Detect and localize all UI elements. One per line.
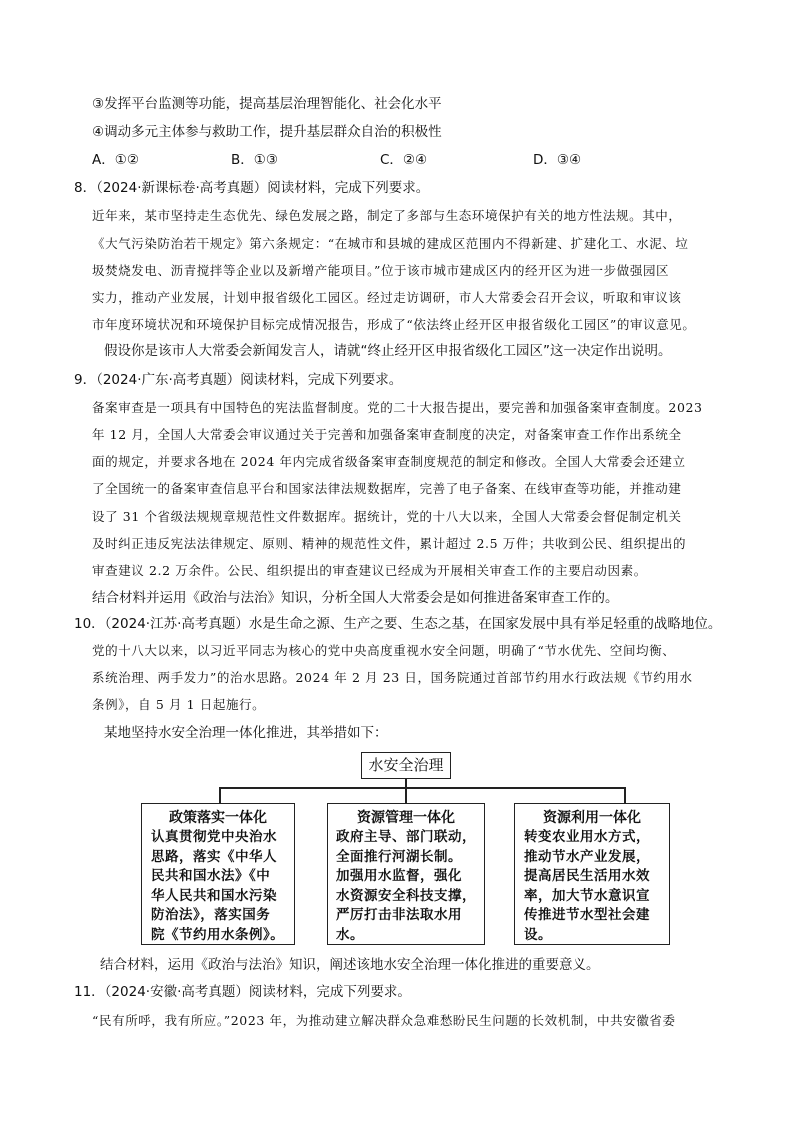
choice-c[interactable]: C．②④ bbox=[380, 152, 428, 168]
branch-line: 水资源安全科技支撑， bbox=[336, 887, 476, 904]
branch-title: 资源利用一体化 bbox=[543, 810, 641, 826]
diagram-root-label: 水安全治理 bbox=[368, 756, 444, 774]
answer-choices bbox=[92, 151, 692, 169]
branch-line: 加强用水监督，强化 bbox=[336, 868, 462, 884]
branch-line: 传推进节水型社会建 bbox=[524, 907, 650, 923]
branch-line: 推动节水产业发展， bbox=[524, 848, 650, 865]
q9-material-line: 年 12 月，全国人大常委会审议通过关于完善和加强备案审查制度的决定，对备案审查工作作出系统全 bbox=[92, 427, 682, 442]
option-3: ③发挥平台监测等功能，提高基层治理智能化、社会化水平 bbox=[92, 96, 442, 112]
branch-line: 思路，落实《中华人 bbox=[151, 848, 277, 865]
choice-d[interactable]: D．③④ bbox=[533, 152, 582, 168]
q9-material-line: 了全国统一的备案审查信息平台和国家法律法规数据库，完善了电子备案、在线审查等功能，并推动建 bbox=[92, 481, 682, 496]
q10-intro: 某地坚持水安全治理一体化推进，其举措如下： bbox=[104, 725, 388, 741]
branch-line: 政府主导、部门联动， bbox=[336, 829, 476, 845]
diagram-root-box bbox=[361, 752, 451, 779]
branch-utilization-box bbox=[514, 803, 670, 945]
branch-line: 全面推行河湖长制。 bbox=[336, 848, 462, 865]
branch-title: 政策落实一体化 bbox=[169, 810, 267, 826]
branch-line: 院《节约用水条例》。 bbox=[151, 926, 285, 943]
q9-material-line: 设了 31 个省级法规规章规范性文件数据库。据统计，党的十八大以来，全国人大常委会督促制定机关 bbox=[92, 509, 682, 524]
q8-material-line: 圾焚烧发电、沥青搅拌等企业以及新增产能项目。”位于该市城市建成区内的经开区为进一步做强园区 bbox=[92, 263, 670, 278]
q8-material-line: 实力，推动产业发展，计划申报省级化工园区。经过走访调研，市人大常委会召开会议，听取和审议该 bbox=[92, 290, 682, 305]
connector-line bbox=[219, 787, 221, 803]
branch-line: 转变农业用水方式， bbox=[524, 829, 650, 845]
connector-line bbox=[624, 787, 626, 803]
q10-task: 结合材料，运用《政治与法治》知识，阐述该地水安全治理一体化推进的重要意义。 bbox=[100, 957, 600, 973]
connector-line bbox=[219, 787, 625, 789]
q11-heading: 11．（2024·安徽·高考真题）阅读材料，完成下列要求。 bbox=[74, 984, 411, 1000]
q8-material-line: 市年度环境状况和环境保护目标完成情况报告，形成了“依法终止经开区申报省级化工园区”的审议意见。 bbox=[92, 317, 696, 332]
q9-material-line: 面的规定，并要求各地在 2024 年内完成省级备案审查制度规范的制定和修改。全国人大常委会还建立 bbox=[92, 454, 686, 469]
q8-heading: 8．（2024·新课标卷·高考真题）阅读材料，完成下列要求。 bbox=[74, 180, 430, 196]
connector-line bbox=[405, 787, 407, 803]
option-4: ④调动多元主体参与救助工作，提升基层群众自治的积极性 bbox=[92, 124, 442, 140]
q9-heading: 9．（2024·广东·高考真题）阅读材料，完成下列要求。 bbox=[74, 372, 403, 388]
branch-line: 严厉打击非法取水用 bbox=[336, 907, 462, 923]
branch-policy-box bbox=[141, 803, 295, 945]
choice-a[interactable]: A．①② bbox=[92, 152, 139, 168]
branch-line: 华人民共和国水污染 bbox=[151, 887, 277, 904]
q8-task: 假设你是该市人大常委会新闻发言人，请就“终止经开区申报省级化工园区”这一决定作出说明。 bbox=[104, 343, 672, 359]
branch-line: 认真贯彻党中央治水 bbox=[151, 829, 277, 845]
q8-material-line: 近年来，某市坚持走生态优先、绿色发展之路，制定了多部与生态环境保护有关的地方性法规。其中， bbox=[92, 208, 682, 223]
q11-material-line: “民有所呼，我有所应。”2023 年，为推动建立解决群众急难愁盼民生问题的长效机制，中共安徽省委 bbox=[92, 1013, 676, 1028]
choice-b[interactable]: B．①③ bbox=[231, 152, 278, 168]
branch-line: 设。 bbox=[524, 926, 552, 943]
q10-material-line: 党的十八大以来，以习近平同志为核心的党中央高度重视水安全问题，明确了“节水优先、空间均衡、 bbox=[92, 643, 676, 658]
branch-line: 率，加大节水意识宣 bbox=[524, 887, 650, 904]
q8-material-line: 《大气污染防治若干规定》第六条规定：“在城市和县城的建成区范围内不得新建、扩建化工、水泥、垃 bbox=[92, 236, 689, 251]
branch-line: 防治法》，落实国务 bbox=[151, 907, 271, 923]
q10-heading: 10．（2024·江苏·高考真题）水是生命之源、生产之要、生态之基，在国家发展中具有举足轻重的战略地位。 bbox=[74, 616, 722, 632]
q10-material-line: 条例》，自 5 月 1 日起施行。 bbox=[92, 697, 266, 712]
branch-line: 水。 bbox=[336, 926, 364, 943]
q10-material-line: 系统治理、两手发力”的治水思路。2024 年 2 月 23 日，国务院通过首部节约用水行政法规《节约用水 bbox=[92, 670, 693, 685]
q9-task: 结合材料并运用《政治与法治》知识，分析全国人大常委会是如何推进备案审查工作的。 bbox=[92, 590, 619, 606]
q9-material-line: 备案审查是一项具有中国特色的宪法监督制度。党的二十大报告提出，要完善和加强备案审查制度。2023 bbox=[92, 400, 703, 415]
branch-title: 资源管理一体化 bbox=[357, 810, 455, 826]
branch-management-box bbox=[327, 803, 485, 945]
q9-material-line: 审查建议 2.2 万余件。公民、组织提出的审查建议已经成为开展相关审查工作的主要启动因素。 bbox=[92, 563, 647, 578]
q9-material-line: 及时纠正违反宪法法律规定、原则、精神的规范性文件，累计超过 2.5 万件；共收到公民、组织提出的 bbox=[92, 536, 687, 551]
branch-line: 提高居民生活用水效 bbox=[524, 868, 650, 884]
branch-line: 民共和国水法》《中 bbox=[151, 868, 271, 884]
